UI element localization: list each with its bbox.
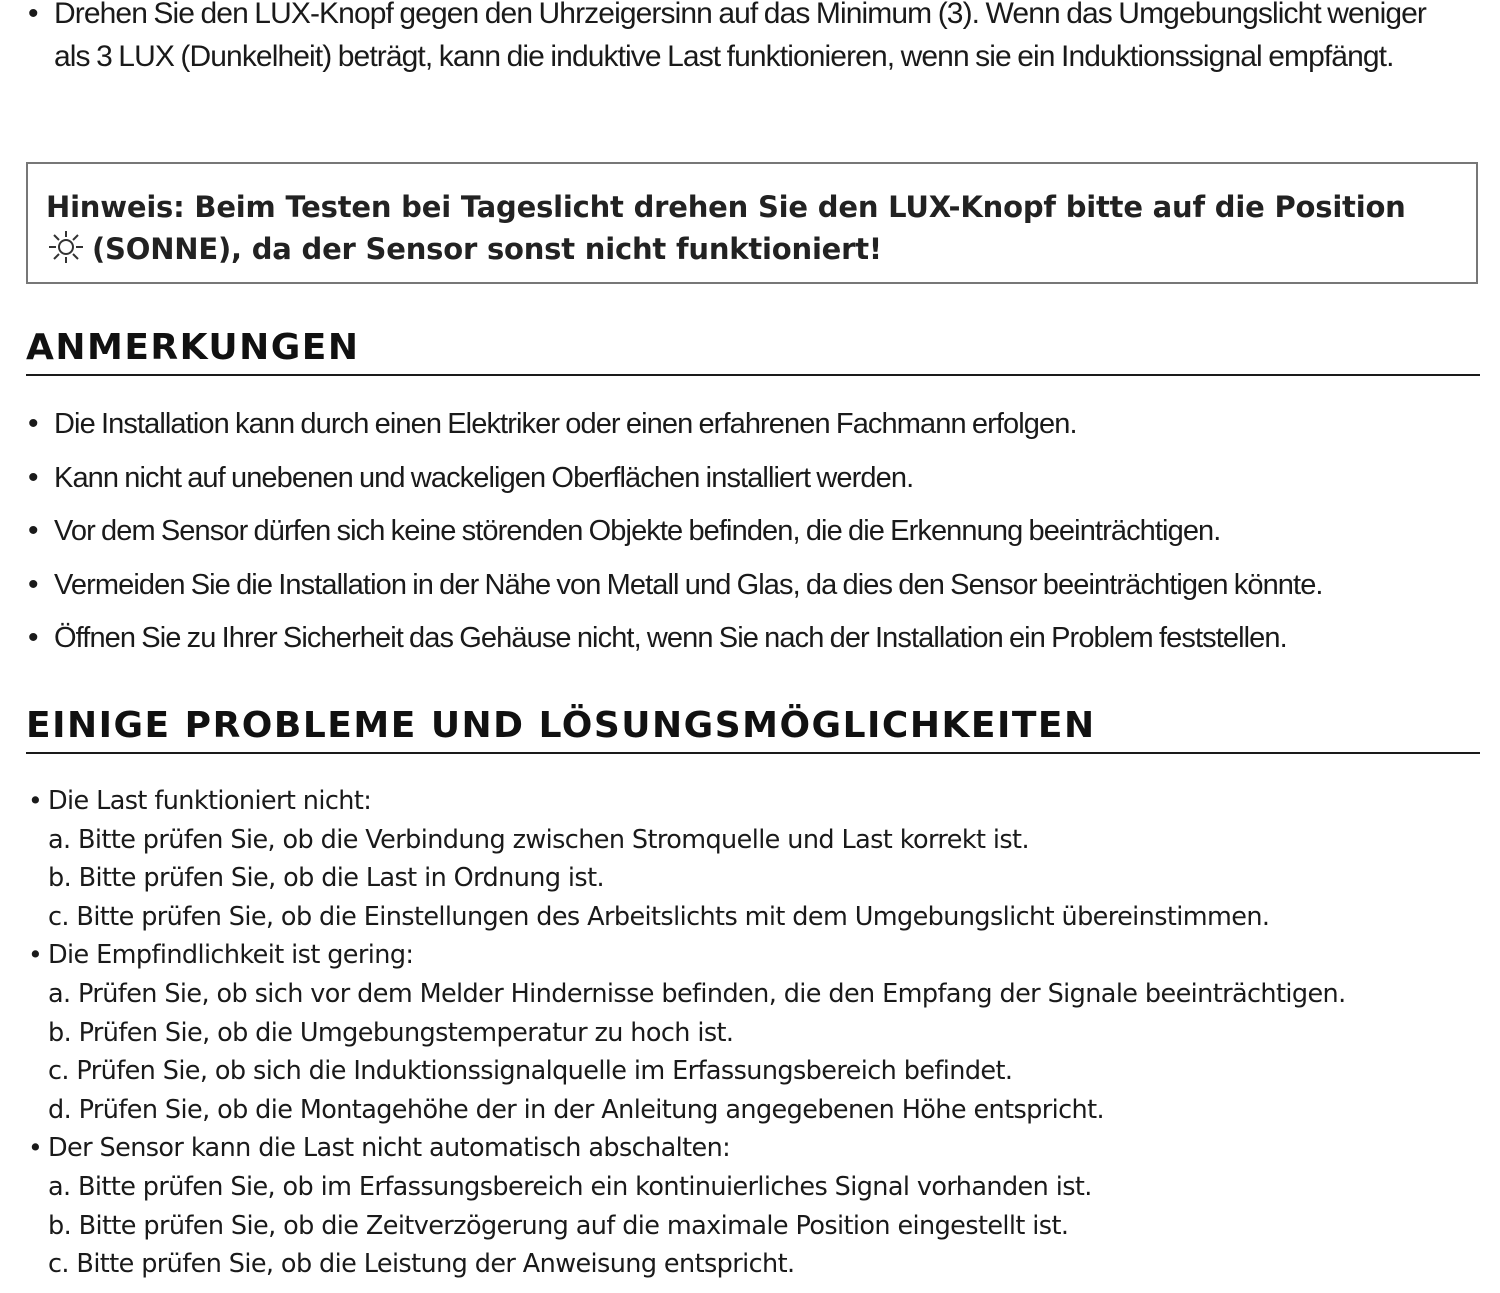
list-item: [28, 616, 1488, 670]
section-heading-problems: EINIGE PROBLEME UND LÖSUNGSMÖGLICHKEITEN: [26, 704, 1480, 754]
list-item-text: Vermeiden Sie die Installation in der Nähe von Metall und Glas, da dies den Sensor beeinträchtigen könnte.: [54, 568, 1323, 601]
bullet-mark: •: [28, 514, 38, 547]
intro-text: Drehen Sie den LUX-Knopf gegen den Uhrzeigersinn auf das Minimum (3). Wenn das Umgebungslicht weniger als 3 LUX (Dunkelheit) beträgt, kann die induktive Last funktionieren, wenn sie ein Induktionssignal empfängt.: [54, 0, 1427, 73]
solution-item: c. Bitte prüfen Sie, ob die Einstellungen des Arbeitslichts mit dem Umgebungslicht übereinstimmen.: [48, 901, 1270, 932]
problems-list: [28, 782, 1488, 1284]
bullet-mark: •: [28, 567, 38, 601]
solution-item: b. Bitte prüfen Sie, ob die Zeitverzögerung auf die maximale Position eingestellt ist.: [48, 1210, 1069, 1241]
bullet-mark: •: [28, 940, 43, 970]
list-item: [28, 563, 1488, 617]
solution-item: a. Bitte prüfen Sie, ob im Erfassungsbereich ein kontinuierliches Signal vorhanden ist.: [48, 1171, 1092, 1202]
problem-title: [28, 936, 1488, 975]
bullet-mark: •: [28, 460, 38, 494]
problem-title-text: Die Last funktioniert nicht:: [48, 786, 372, 816]
problem-title-text: Die Empfindlichkeit ist gering:: [48, 940, 414, 971]
note-line-2-row: [46, 228, 1458, 270]
problem-title-text: Der Sensor kann die Last nicht automatisch abschalten:: [48, 1133, 731, 1164]
intro-bullet: [28, 0, 1468, 78]
list-item-text: Die Installation kann durch einen Elektriker oder einen erfahrenen Fachmann erfolgen.: [54, 408, 1077, 440]
problem-title: [28, 1129, 1488, 1168]
note-line-1: Hinweis: Beim Testen bei Tageslicht drehen Sie den LUX-Knopf bitte auf die Position: [46, 190, 1406, 224]
list-item: [28, 456, 1488, 510]
list-item-text: Kann nicht auf unebenen und wackeligen Oberflächen installiert werden.: [54, 461, 914, 494]
note-line-2: (SONNE), da der Sensor sonst nicht funktioniert!: [92, 232, 882, 266]
list-item: [28, 509, 1488, 563]
bullet-mark: •: [28, 1133, 43, 1163]
solution-item: a. Prüfen Sie, ob sich vor dem Melder Hindernisse befinden, die den Empfang der Signale beeinträchtigen.: [48, 978, 1346, 1009]
problem-title: [28, 782, 1488, 821]
solution-item: b. Bitte prüfen Sie, ob die Last in Ordnung ist.: [48, 863, 604, 894]
solution-item: b. Prüfen Sie, ob die Umgebungstemperatur zu hoch ist.: [48, 1017, 734, 1048]
bullet-mark: •: [28, 407, 38, 440]
bullet-mark: •: [28, 786, 43, 815]
list-item-text: Öffnen Sie zu Ihrer Sicherheit das Gehäuse nicht, wenn Sie nach der Installation ein Problem feststellen.: [54, 622, 1287, 654]
list-item: [28, 402, 1488, 456]
solution-item: d. Prüfen Sie, ob die Montagehöhe der in der Anleitung angegebenen Höhe entspricht.: [48, 1094, 1105, 1125]
solution-item: a. Bitte prüfen Sie, ob die Verbindung zwischen Stromquelle und Last korrekt ist.: [48, 824, 1029, 855]
section-heading-notes: ANMERKUNGEN: [26, 326, 1480, 376]
sun-icon: [46, 229, 86, 265]
solution-item: c. Bitte prüfen Sie, ob die Leistung der Anweisung entspricht.: [48, 1249, 795, 1280]
note-box: [26, 162, 1478, 284]
notes-list: [28, 402, 1488, 670]
list-item-text: Vor dem Sensor dürfen sich keine störenden Objekte befinden, die die Erkennung beeinträchtigen.: [54, 515, 1221, 547]
solution-item: c. Prüfen Sie, ob sich die Induktionssignalquelle im Erfassungsbereich befindet.: [48, 1056, 1013, 1087]
bullet-mark: •: [28, 621, 38, 654]
bullet-mark: •: [28, 0, 38, 30]
